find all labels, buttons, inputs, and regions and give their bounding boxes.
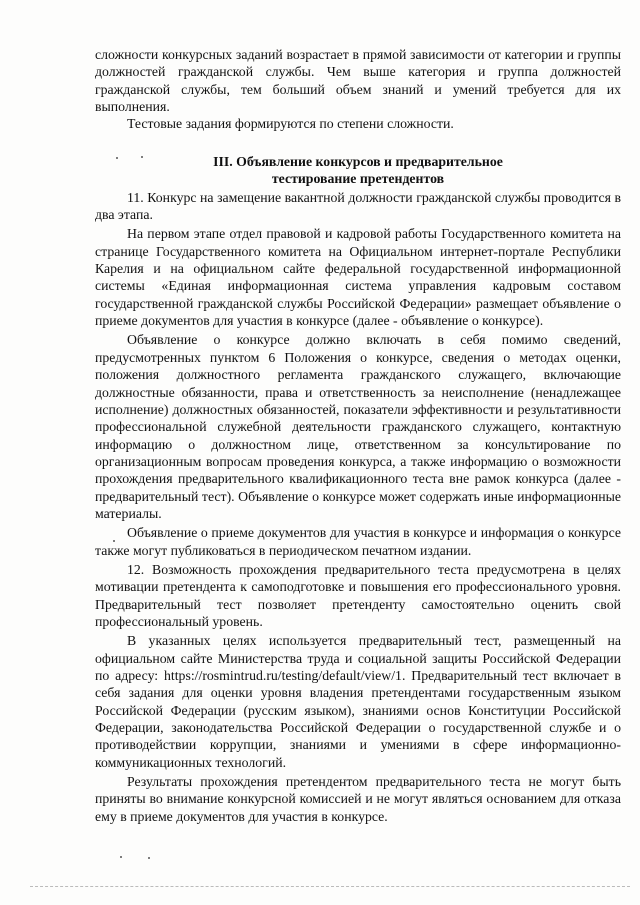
- paragraph-announcement: Объявление о конкурсе должно включать в себя помимо сведений, предусмотренных пунктом 6 Положения о конкурсе, сведения о методах оценки, положения должностного регламента гражданского служащего, включающие должностные обязанности, права и ответственность за неисполнение (ненадлежащее исполнение) должностных обязанностей, показатели эффективности и результативности профессиональной служебной деятельности гражданского служащего, контактную информацию о должностном лице, ответственном за консультирование по организационным вопросам проведения конкурса, а также информацию о возможности прохождения предварительного квалификационного теста вне рамок конкурса (далее - предварительный тест). Объявление о конкурсе может содержать иные информационные материалы.: [95, 332, 621, 521]
- scan-edge-line: [30, 886, 630, 887]
- scan-speck: [148, 857, 150, 859]
- paragraph-tests: Тестовые задания формируются по степени сложности.: [127, 116, 454, 132]
- scan-speck: [141, 156, 143, 158]
- paragraph-purposes: В указанных целях используется предварительный тест, размещенный на официальном сайте Министерства труда и социальной защиты Российской Федерации по адресу: https://rosmintrud.ru/testing/default/view/1. Предварительный тест включает в себя задания для оценки уровня владения претендентами государственным языком Российской Федерации (русским языком), знаниями основ Конституции Российской Федерации, законодательства Российской Федерации о государственной службе и о противодействии коррупции, знаниями и умениями в сфере информационно-коммуникационных технологий.: [95, 633, 621, 770]
- paragraph-first-stage: На первом этапе отдел правовой и кадровой работы Государственного комитета на странице Государственного комитета на Официальном интернет-портале Республики Карелия и на официальном сайте федеральной государственной информационной системы «Единая информационная система управления кадровым составом государственной гражданской службы Российской Федерации» размещает объявление о приеме документов для участия в конкурсе (далее - объявление о конкурсе).: [95, 226, 621, 329]
- document-body: [95, 46, 621, 825]
- section-heading-line1: III. Объявление конкурсов и предварительное: [213, 153, 503, 169]
- scan-speck: [116, 157, 118, 159]
- scan-speck: [120, 856, 122, 858]
- section-heading-line2: тестирование претендентов: [271, 170, 445, 186]
- paragraph-results: Результаты прохождения претендентом предварительного теста не могут быть приняты во внимание конкурсной комиссией и не могут являться основанием для отказа ему в приеме документов для участия в конкурсе.: [95, 774, 621, 824]
- paragraph-12: 12. Возможность прохождения предварительного теста предусмотрена в целях мотивации претендента к самоподготовке и повышения его профессионального уровня. Предварительный тест позволяет претенденту самостоятельно оценить свой профессиональный уровень.: [95, 561, 621, 629]
- paragraph-periodical: Объявление о приеме документов для участия в конкурсе и информация о конкурсе также могут публиковаться в периодическом печатном издании.: [95, 525, 621, 558]
- paragraph-intro: сложности конкурсных заданий возрастает в прямой зависимости от категории и группы должностей гражданской службы. Чем выше категория и группа должностей гражданской службы, тем больший объем знаний и умений требуется для их выполнения.: [95, 47, 621, 115]
- scan-speck: [113, 540, 115, 542]
- paragraph-11: 11. Конкурс на замещение вакантной должности гражданской службы проводится в два этапа.: [95, 189, 621, 223]
- section-heading: [95, 153, 621, 187]
